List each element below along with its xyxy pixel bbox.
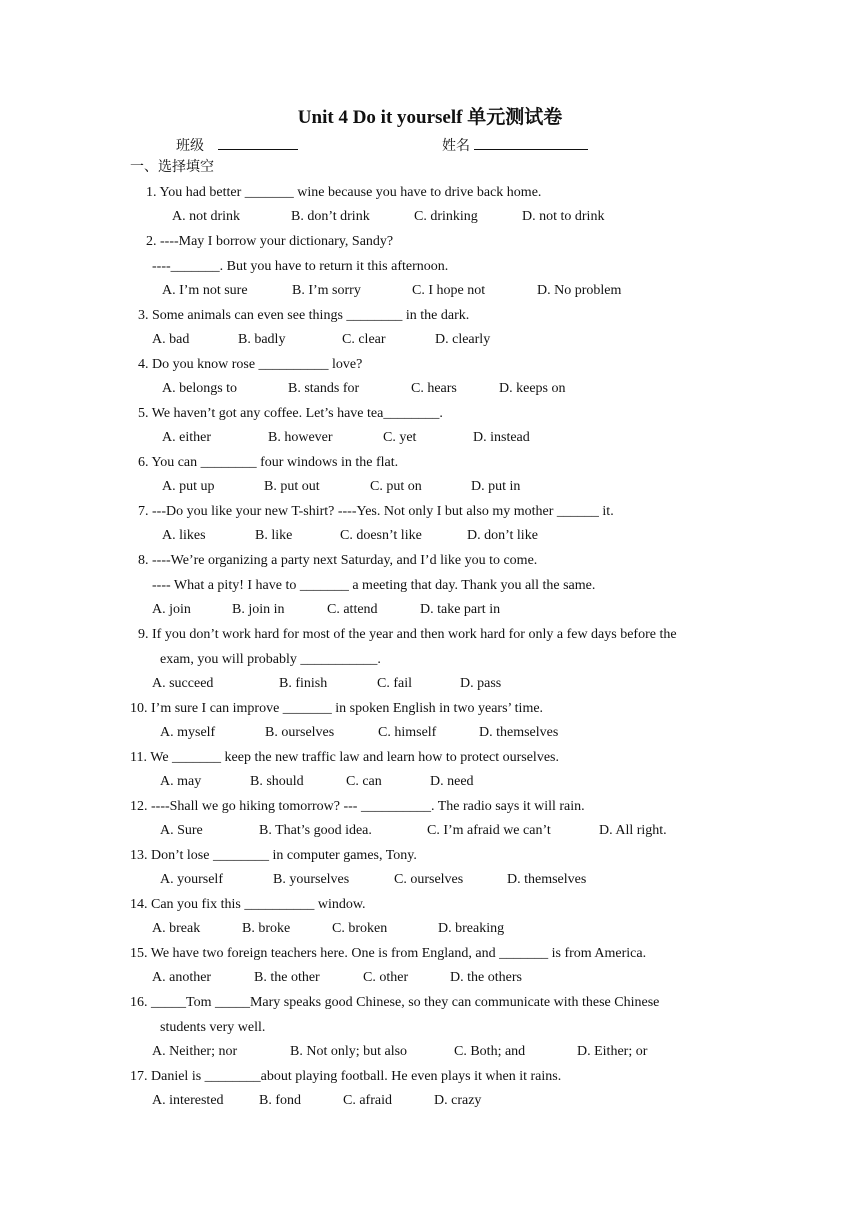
answer-option[interactable]: B. put out bbox=[264, 479, 320, 494]
question-line: 2. ----May I borrow your dictionary, Sandy? bbox=[146, 234, 394, 249]
answer-option[interactable]: B. fond bbox=[259, 1093, 301, 1108]
answer-option[interactable]: D. pass bbox=[460, 676, 502, 691]
answer-option[interactable]: A. Neither; nor bbox=[152, 1044, 238, 1059]
question-line: ----_______. But you have to return it this afternoon. bbox=[152, 259, 449, 274]
answer-option[interactable]: B. ourselves bbox=[265, 725, 335, 740]
question-line: 1. You had better _______ wine because you have to drive back home. bbox=[146, 185, 542, 200]
answer-option[interactable]: C. can bbox=[346, 774, 382, 789]
question-line: 4. Do you know rose __________ love? bbox=[138, 357, 363, 372]
question-line: 17. Daniel is ________about playing football. He even plays it when it rains. bbox=[130, 1069, 562, 1084]
question-line: exam, you will probably ___________. bbox=[160, 652, 381, 667]
answer-option[interactable]: A. join bbox=[152, 602, 191, 617]
answer-option[interactable]: B. however bbox=[268, 430, 333, 445]
answer-option[interactable]: A. not drink bbox=[172, 209, 241, 224]
answer-option[interactable]: D. instead bbox=[473, 430, 530, 445]
question-line: 16. _____Tom _____Mary speaks good Chinese, so they can communicate with these Chinese bbox=[130, 995, 660, 1010]
page-title: Unit 4 Do it yourself 单元测试卷 bbox=[297, 107, 563, 128]
answer-option[interactable]: A. myself bbox=[160, 725, 216, 740]
answer-option[interactable]: D. don’t like bbox=[467, 528, 538, 543]
answer-option[interactable]: D. need bbox=[430, 774, 474, 789]
name-blank[interactable] bbox=[474, 135, 588, 150]
answer-option[interactable]: C. hears bbox=[411, 381, 457, 396]
question-line: 3. Some animals can even see things ________ in the dark. bbox=[138, 308, 470, 323]
answer-option[interactable]: A. Sure bbox=[160, 823, 203, 838]
answer-option[interactable]: D. Either; or bbox=[577, 1044, 648, 1059]
answer-option[interactable]: B. I’m sorry bbox=[292, 283, 361, 298]
answer-option[interactable]: D. clearly bbox=[435, 332, 491, 347]
answer-option[interactable]: C. other bbox=[363, 970, 409, 985]
question-line: 13. Don’t lose ________ in computer games, Tony. bbox=[130, 848, 417, 863]
answer-option[interactable]: C. clear bbox=[342, 332, 386, 347]
answer-option[interactable]: C. ourselves bbox=[394, 872, 464, 887]
answer-option[interactable]: C. broken bbox=[332, 921, 388, 936]
question-line: 6. You can ________ four windows in the flat. bbox=[138, 455, 399, 470]
class-label: 班级 bbox=[176, 139, 204, 154]
answer-option[interactable]: B. yourselves bbox=[273, 872, 350, 887]
answer-option[interactable]: D. themselves bbox=[507, 872, 587, 887]
answer-option[interactable]: D. keeps on bbox=[499, 381, 566, 396]
answer-option[interactable]: A. likes bbox=[162, 528, 206, 543]
question-line: 8. ----We’re organizing a party next Saturday, and I’d like you to come. bbox=[138, 553, 538, 568]
question-line: 11. We _______ keep the new traffic law and learn how to protect ourselves. bbox=[130, 750, 559, 765]
answer-option[interactable]: D. themselves bbox=[479, 725, 559, 740]
answer-option[interactable]: A. may bbox=[160, 774, 202, 789]
answer-option[interactable]: D. the others bbox=[450, 970, 522, 985]
question-line: 15. We have two foreign teachers here. One is from England, and _______ is from America. bbox=[130, 946, 647, 961]
question-line: 10. I’m sure I can improve _______ in spoken English in two years’ time. bbox=[130, 701, 544, 716]
answer-option[interactable]: A. put up bbox=[162, 479, 215, 494]
answer-option[interactable]: B. like bbox=[255, 528, 293, 543]
answer-option[interactable]: A. I’m not sure bbox=[162, 283, 248, 298]
answer-option[interactable]: B. the other bbox=[254, 970, 320, 985]
answer-option[interactable]: B. join in bbox=[232, 602, 285, 617]
class-field bbox=[176, 135, 298, 156]
answer-option[interactable]: D. No problem bbox=[537, 283, 622, 298]
answer-option[interactable]: C. yet bbox=[383, 430, 417, 445]
name-field bbox=[442, 135, 588, 156]
question-line: 7. ---Do you like your new T-shirt? ----Yes. Not only I but also my mother ______ it. bbox=[138, 504, 614, 519]
answer-option[interactable]: B. broke bbox=[242, 921, 291, 936]
answer-option[interactable]: B. should bbox=[250, 774, 304, 789]
answer-option[interactable]: A. another bbox=[152, 970, 212, 985]
section-heading: 一、选择填空 bbox=[130, 160, 214, 175]
answer-option[interactable]: C. afraid bbox=[343, 1093, 392, 1108]
answer-option[interactable]: D. not to drink bbox=[522, 209, 605, 224]
name-label: 姓名 bbox=[442, 139, 470, 154]
answer-option[interactable]: A. yourself bbox=[160, 872, 223, 887]
answer-option[interactable]: D. breaking bbox=[438, 921, 505, 936]
answer-option[interactable]: C. drinking bbox=[414, 209, 478, 224]
answer-option[interactable]: D. All right. bbox=[599, 823, 667, 838]
answer-option[interactable]: D. take part in bbox=[420, 602, 501, 617]
question-line: 12. ----Shall we go hiking tomorrow? --- __________. The radio says it will rain. bbox=[130, 799, 585, 814]
answer-option[interactable]: C. Both; and bbox=[454, 1044, 526, 1059]
answer-option[interactable]: A. break bbox=[152, 921, 201, 936]
answer-option[interactable]: C. I hope not bbox=[412, 283, 486, 298]
answer-option[interactable]: B. stands for bbox=[288, 381, 360, 396]
answer-option[interactable]: B. don’t drink bbox=[291, 209, 370, 224]
class-blank[interactable] bbox=[218, 135, 298, 150]
answer-option[interactable]: C. doesn’t like bbox=[340, 528, 422, 543]
question-line: 14. Can you fix this __________ window. bbox=[130, 897, 366, 912]
answer-option[interactable]: C. himself bbox=[378, 725, 437, 740]
question-line: ---- What a pity! I have to _______ a meeting that day. Thank you all the same. bbox=[152, 578, 596, 593]
answer-option[interactable]: A. either bbox=[162, 430, 211, 445]
answer-option[interactable]: B. badly bbox=[238, 332, 286, 347]
answer-option[interactable]: B. Not only; but also bbox=[290, 1044, 408, 1059]
answer-option[interactable]: A. belongs to bbox=[162, 381, 238, 396]
answer-option[interactable]: A. succeed bbox=[152, 676, 214, 691]
answer-option[interactable]: C. I’m afraid we can’t bbox=[427, 823, 551, 838]
answer-option[interactable]: B. That’s good idea. bbox=[259, 823, 372, 838]
answer-option[interactable]: D. crazy bbox=[434, 1093, 482, 1108]
answer-option[interactable]: C. attend bbox=[327, 602, 378, 617]
answer-option[interactable]: D. put in bbox=[471, 479, 521, 494]
answer-option[interactable]: B. finish bbox=[279, 676, 328, 691]
answer-option[interactable]: C. fail bbox=[377, 676, 412, 691]
answer-option[interactable]: C. put on bbox=[370, 479, 422, 494]
question-line: students very well. bbox=[160, 1020, 266, 1035]
answer-option[interactable]: A. bad bbox=[152, 332, 190, 347]
question-line: 9. If you don’t work hard for most of the year and then work hard for only a few days before the bbox=[138, 627, 677, 642]
answer-option[interactable]: A. interested bbox=[152, 1093, 224, 1108]
question-line: 5. We haven’t got any coffee. Let’s have tea________. bbox=[138, 406, 443, 421]
